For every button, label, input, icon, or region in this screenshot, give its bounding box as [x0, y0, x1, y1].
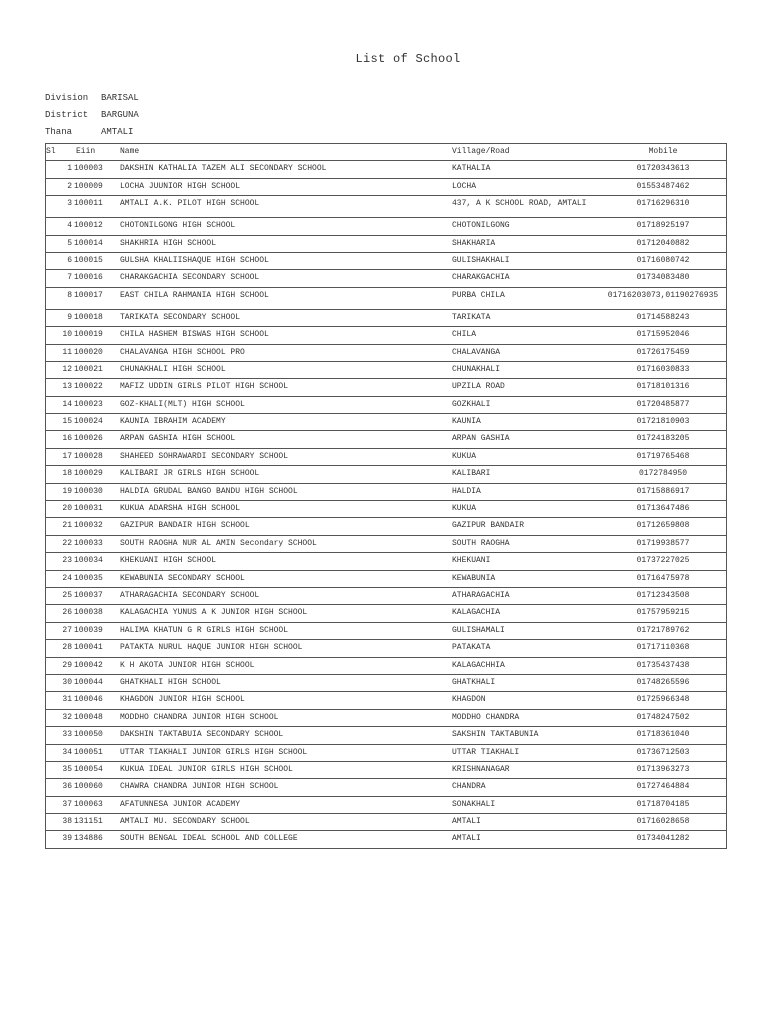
village-cell: KALIBARI [452, 466, 600, 483]
mobile-cell: 01720343613 [600, 161, 727, 178]
name-cell: HALIMA KHATUN G R GIRLS HIGH SCHOOL [120, 622, 452, 639]
sl-cell: 27 [46, 622, 75, 639]
table-row [46, 692, 727, 709]
name-cell: KUKUA IDEAL JUNIOR GIRLS HIGH SCHOOL [120, 761, 452, 778]
eiin-cell: 100032 [74, 518, 120, 535]
sl-cell: 4 [46, 218, 75, 235]
eiin-cell: 100042 [74, 657, 120, 674]
sl-cell: 1 [46, 161, 75, 178]
name-cell: ATHARAGACHIA SECONDARY SCHOOL [120, 587, 452, 604]
mobile-cell: 01757959215 [600, 605, 727, 622]
eiin-cell: 100041 [74, 640, 120, 657]
name-cell: LOCHA JUUNIOR HIGH SCHOOL [120, 178, 452, 195]
table-row [46, 796, 727, 813]
table-row [46, 483, 727, 500]
mobile-cell: 01727464884 [600, 779, 727, 796]
sl-cell: 26 [46, 605, 75, 622]
sl-cell: 20 [46, 501, 75, 518]
table-row [46, 535, 727, 552]
sl-cell: 13 [46, 379, 75, 396]
village-cell: PATAKATA [452, 640, 600, 657]
mobile-cell: 01712040882 [600, 235, 727, 252]
name-cell: KALAGACHIA YUNUS A K JUNIOR HIGH SCHOOL [120, 605, 452, 622]
sl-cell: 11 [46, 344, 75, 361]
eiin-cell: 100020 [74, 344, 120, 361]
table-row [46, 553, 727, 570]
eiin-cell: 100015 [74, 252, 120, 269]
page-title: List of School [355, 52, 461, 66]
mobile-cell: 01715952046 [600, 327, 727, 344]
village-cell: TARIKATA [452, 309, 600, 326]
table-row [46, 161, 727, 178]
column-header-name: Name [120, 144, 452, 161]
mobile-cell: 01713647486 [600, 501, 727, 518]
mobile-cell: 01718925197 [600, 218, 727, 235]
village-cell: CHILA [452, 327, 600, 344]
name-cell: CHOTONILGONG HIGH SCHOOL [120, 218, 452, 235]
name-cell: KUKUA ADARSHA HIGH SCHOOL [120, 501, 452, 518]
sl-cell: 38 [46, 814, 75, 831]
mobile-cell: 01712659808 [600, 518, 727, 535]
district-value: BARGUNA [101, 110, 139, 120]
sl-cell: 19 [46, 483, 75, 500]
mobile-cell: 01734083480 [600, 270, 727, 287]
village-cell: ATHARAGACHIA [452, 587, 600, 604]
mobile-cell: 01553487462 [600, 178, 727, 195]
eiin-cell: 100017 [74, 287, 120, 309]
eiin-cell: 100037 [74, 587, 120, 604]
table-row [46, 587, 727, 604]
name-cell: ARPAN GASHIA HIGH SCHOOL [120, 431, 452, 448]
sl-cell: 24 [46, 570, 75, 587]
name-cell: GULSHA KHALIISHAQUE HIGH SCHOOL [120, 252, 452, 269]
sl-cell: 10 [46, 327, 75, 344]
table-row [46, 361, 727, 378]
name-cell: SHAHEED SOHRAWARDI SECONDARY SCHOOL [120, 448, 452, 465]
mobile-cell: 01720485877 [600, 396, 727, 413]
name-cell: AMTALI A.K. PILOT HIGH SCHOOL [120, 196, 452, 218]
mobile-cell: 01718361040 [600, 727, 727, 744]
mobile-cell: 01716030833 [600, 361, 727, 378]
column-header-village: Village/Road [452, 144, 600, 161]
name-cell: UTTAR TIAKHALI JUNIOR GIRLS HIGH SCHOOL [120, 744, 452, 761]
table-header-row [46, 144, 727, 161]
mobile-cell: 01718704185 [600, 796, 727, 813]
mobile-cell: 01716475978 [600, 570, 727, 587]
mobile-cell: 01725966348 [600, 692, 727, 709]
sl-cell: 8 [46, 287, 75, 309]
table-row [46, 727, 727, 744]
eiin-cell: 100024 [74, 414, 120, 431]
sl-cell: 29 [46, 657, 75, 674]
sl-cell: 35 [46, 761, 75, 778]
table-row [46, 309, 727, 326]
eiin-cell: 100031 [74, 501, 120, 518]
eiin-cell: 100022 [74, 379, 120, 396]
eiin-cell: 100030 [74, 483, 120, 500]
name-cell: AFATUNNESA JUNIOR ACADEMY [120, 796, 452, 813]
eiin-cell: 100034 [74, 553, 120, 570]
sl-cell: 37 [46, 796, 75, 813]
mobile-cell: 01748265596 [600, 674, 727, 691]
village-cell: CHUNAKHALI [452, 361, 600, 378]
eiin-cell: 134886 [74, 831, 120, 848]
village-cell: GAZIPUR BANDAIR [452, 518, 600, 535]
mobile-cell: 01735437438 [600, 657, 727, 674]
name-cell: KHAGDON JUNIOR HIGH SCHOOL [120, 692, 452, 709]
mobile-cell: 01716296310 [600, 196, 727, 218]
table-row [46, 270, 727, 287]
table-row [46, 657, 727, 674]
village-cell: KATHALIA [452, 161, 600, 178]
division-info [45, 93, 139, 103]
eiin-cell: 100054 [74, 761, 120, 778]
eiin-cell: 100018 [74, 309, 120, 326]
sl-cell: 16 [46, 431, 75, 448]
sl-cell: 28 [46, 640, 75, 657]
eiin-cell: 100009 [74, 178, 120, 195]
name-cell: GAZIPUR BANDAIR HIGH SCHOOL [120, 518, 452, 535]
village-cell: GULISHAKHALI [452, 252, 600, 269]
mobile-cell: 01716203073,01190276935 [600, 287, 727, 309]
mobile-cell: 01734041282 [600, 831, 727, 848]
table-row [46, 414, 727, 431]
eiin-cell: 100003 [74, 161, 120, 178]
thana-info [45, 127, 133, 137]
table-row [46, 196, 727, 218]
village-cell: KALAGACHHIA [452, 657, 600, 674]
village-cell: KUKUA [452, 501, 600, 518]
name-cell: KEWABUNIA SECONDARY SCHOOL [120, 570, 452, 587]
sl-cell: 23 [46, 553, 75, 570]
table-row [46, 218, 727, 235]
mobile-cell: 01713963273 [600, 761, 727, 778]
mobile-cell: 01748247502 [600, 709, 727, 726]
name-cell: GHATKHALI HIGH SCHOOL [120, 674, 452, 691]
eiin-cell: 100011 [74, 196, 120, 218]
table-row [46, 640, 727, 657]
village-cell: CHARAKGACHIA [452, 270, 600, 287]
table-row [46, 570, 727, 587]
sl-cell: 14 [46, 396, 75, 413]
sl-cell: 36 [46, 779, 75, 796]
sl-cell: 3 [46, 196, 75, 218]
eiin-cell: 100048 [74, 709, 120, 726]
sl-cell: 6 [46, 252, 75, 269]
name-cell: HALDIA GRUDAL BANGO BANDU HIGH SCHOOL [120, 483, 452, 500]
village-cell: KHEKUANI [452, 553, 600, 570]
table-row [46, 287, 727, 309]
sl-cell: 30 [46, 674, 75, 691]
name-cell: AMTALI MU. SECONDARY SCHOOL [120, 814, 452, 831]
village-cell: UTTAR TIAKHALI [452, 744, 600, 761]
village-cell: PURBA CHILA [452, 287, 600, 309]
eiin-cell: 100033 [74, 535, 120, 552]
sl-cell: 15 [46, 414, 75, 431]
eiin-cell: 100029 [74, 466, 120, 483]
village-cell: CHANDRA [452, 779, 600, 796]
mobile-cell: 01712343508 [600, 587, 727, 604]
name-cell: DAKSHIN KATHALIA TAZEM ALI SECONDARY SCHOOL [120, 161, 452, 178]
table-row [46, 379, 727, 396]
table-row [46, 344, 727, 361]
mobile-cell: 01736712503 [600, 744, 727, 761]
name-cell: PATAKTA NURUL HAQUE JUNIOR HIGH SCHOOL [120, 640, 452, 657]
table-row [46, 178, 727, 195]
sl-cell: 5 [46, 235, 75, 252]
name-cell: MODDHO CHANDRA JUNIOR HIGH SCHOOL [120, 709, 452, 726]
village-cell: 437, A K SCHOOL ROAD, AMTALI [452, 196, 600, 218]
eiin-cell: 100051 [74, 744, 120, 761]
thana-label: Thana [45, 127, 73, 137]
village-cell: CHOTONILGONG [452, 218, 600, 235]
name-cell: CHILA HASHEM BISWAS HIGH SCHOOL [120, 327, 452, 344]
village-cell: SAKSHIN TAKTABUNIA [452, 727, 600, 744]
village-cell: HALDIA [452, 483, 600, 500]
eiin-cell: 100050 [74, 727, 120, 744]
name-cell: SHAKHRIA HIGH SCHOOL [120, 235, 452, 252]
mobile-cell: 01717110368 [600, 640, 727, 657]
village-cell: GHATKHALI [452, 674, 600, 691]
mobile-cell: 01718101316 [600, 379, 727, 396]
mobile-cell: 01726175459 [600, 344, 727, 361]
village-cell: GULISHAMALI [452, 622, 600, 639]
name-cell: KHEKUANI HIGH SCHOOL [120, 553, 452, 570]
eiin-cell: 131151 [74, 814, 120, 831]
sl-cell: 7 [46, 270, 75, 287]
sl-cell: 12 [46, 361, 75, 378]
mobile-cell: 01721789762 [600, 622, 727, 639]
name-cell: DAKSHIN TAKTABUIA SECONDARY SCHOOL [120, 727, 452, 744]
village-cell: UPZILA ROAD [452, 379, 600, 396]
eiin-cell: 100044 [74, 674, 120, 691]
table-row [46, 327, 727, 344]
name-cell: CHAWRA CHANDRA JUNIOR HIGH SCHOOL [120, 779, 452, 796]
table-row [46, 761, 727, 778]
mobile-cell: 0172784950 [600, 466, 727, 483]
sl-cell: 32 [46, 709, 75, 726]
thana-value: AMTALI [101, 127, 134, 137]
district-label: District [45, 110, 89, 120]
eiin-cell: 100028 [74, 448, 120, 465]
mobile-cell: 01714588243 [600, 309, 727, 326]
table-row [46, 709, 727, 726]
name-cell: K H AKOTA JUNIOR HIGH SCHOOL [120, 657, 452, 674]
table-row [46, 466, 727, 483]
sl-cell: 22 [46, 535, 75, 552]
sl-cell: 39 [46, 831, 75, 848]
column-header-sl: Sl [46, 144, 75, 161]
name-cell: GOZ-KHALI(MLT) HIGH SCHOOL [120, 396, 452, 413]
name-cell: CHALAVANGA HIGH SCHOOL PRO [120, 344, 452, 361]
mobile-cell: 01716080742 [600, 252, 727, 269]
table-row [46, 605, 727, 622]
mobile-cell: 01721810903 [600, 414, 727, 431]
sl-cell: 17 [46, 448, 75, 465]
eiin-cell: 100038 [74, 605, 120, 622]
name-cell: KAUNIA IBRAHIM ACADEMY [120, 414, 452, 431]
table-row [46, 518, 727, 535]
table-row [46, 622, 727, 639]
eiin-cell: 100016 [74, 270, 120, 287]
eiin-cell: 100019 [74, 327, 120, 344]
school-table [45, 143, 727, 849]
village-cell: AMTALI [452, 831, 600, 848]
division-value: BARISAL [101, 93, 139, 103]
sl-cell: 18 [46, 466, 75, 483]
table-row [46, 831, 727, 848]
table-row [46, 431, 727, 448]
division-label: Division [45, 93, 89, 103]
mobile-cell: 01715886917 [600, 483, 727, 500]
village-cell: MODDHO CHANDRA [452, 709, 600, 726]
village-cell: KRISHNANAGAR [452, 761, 600, 778]
sl-cell: 21 [46, 518, 75, 535]
name-cell: SOUTH RAOGHA NUR AL AMIN Secondary SCHOOL [120, 535, 452, 552]
village-cell: GOZKHALI [452, 396, 600, 413]
sl-cell: 33 [46, 727, 75, 744]
village-cell: AMTALI [452, 814, 600, 831]
eiin-cell: 100014 [74, 235, 120, 252]
eiin-cell: 100035 [74, 570, 120, 587]
column-header-eiin: Eiin [74, 144, 120, 161]
mobile-cell: 01719938577 [600, 535, 727, 552]
mobile-cell: 01737227025 [600, 553, 727, 570]
village-cell: LOCHA [452, 178, 600, 195]
mobile-cell: 01719765468 [600, 448, 727, 465]
village-cell: CHALAVANGA [452, 344, 600, 361]
column-header-mobile: Mobile [600, 144, 727, 161]
name-cell: TARIKATA SECONDARY SCHOOL [120, 309, 452, 326]
mobile-cell: 01716028658 [600, 814, 727, 831]
name-cell: CHUNAKHALI HIGH SCHOOL [120, 361, 452, 378]
table-row [46, 448, 727, 465]
village-cell: KEWABUNIA [452, 570, 600, 587]
table-row [46, 744, 727, 761]
village-cell: SOUTH RAOGHA [452, 535, 600, 552]
eiin-cell: 100012 [74, 218, 120, 235]
village-cell: KHAGDON [452, 692, 600, 709]
village-cell: SHAKHARIA [452, 235, 600, 252]
table-row [46, 501, 727, 518]
table-row [46, 396, 727, 413]
table-row [46, 779, 727, 796]
table-row [46, 814, 727, 831]
village-cell: ARPAN GASHIA [452, 431, 600, 448]
name-cell: KALIBARI JR GIRLS HIGH SCHOOL [120, 466, 452, 483]
name-cell: SOUTH BENGAL IDEAL SCHOOL AND COLLEGE [120, 831, 452, 848]
sl-cell: 2 [46, 178, 75, 195]
name-cell: CHARAKGACHIA SECONDARY SCHOOL [120, 270, 452, 287]
eiin-cell: 100026 [74, 431, 120, 448]
sl-cell: 31 [46, 692, 75, 709]
eiin-cell: 100063 [74, 796, 120, 813]
table-row [46, 235, 727, 252]
village-cell: KAUNIA [452, 414, 600, 431]
table-row [46, 674, 727, 691]
village-cell: KUKUA [452, 448, 600, 465]
district-info [45, 110, 139, 120]
name-cell: EAST CHILA RAHMANIA HIGH SCHOOL [120, 287, 452, 309]
village-cell: SONAKHALI [452, 796, 600, 813]
sl-cell: 9 [46, 309, 75, 326]
eiin-cell: 100021 [74, 361, 120, 378]
sl-cell: 25 [46, 587, 75, 604]
village-cell: KALAGACHIA [452, 605, 600, 622]
name-cell: MAFIZ UDDIN GIRLS PILOT HIGH SCHOOL [120, 379, 452, 396]
mobile-cell: 01724183205 [600, 431, 727, 448]
sl-cell: 34 [46, 744, 75, 761]
eiin-cell: 100046 [74, 692, 120, 709]
table-row [46, 252, 727, 269]
eiin-cell: 100039 [74, 622, 120, 639]
eiin-cell: 100060 [74, 779, 120, 796]
eiin-cell: 100023 [74, 396, 120, 413]
